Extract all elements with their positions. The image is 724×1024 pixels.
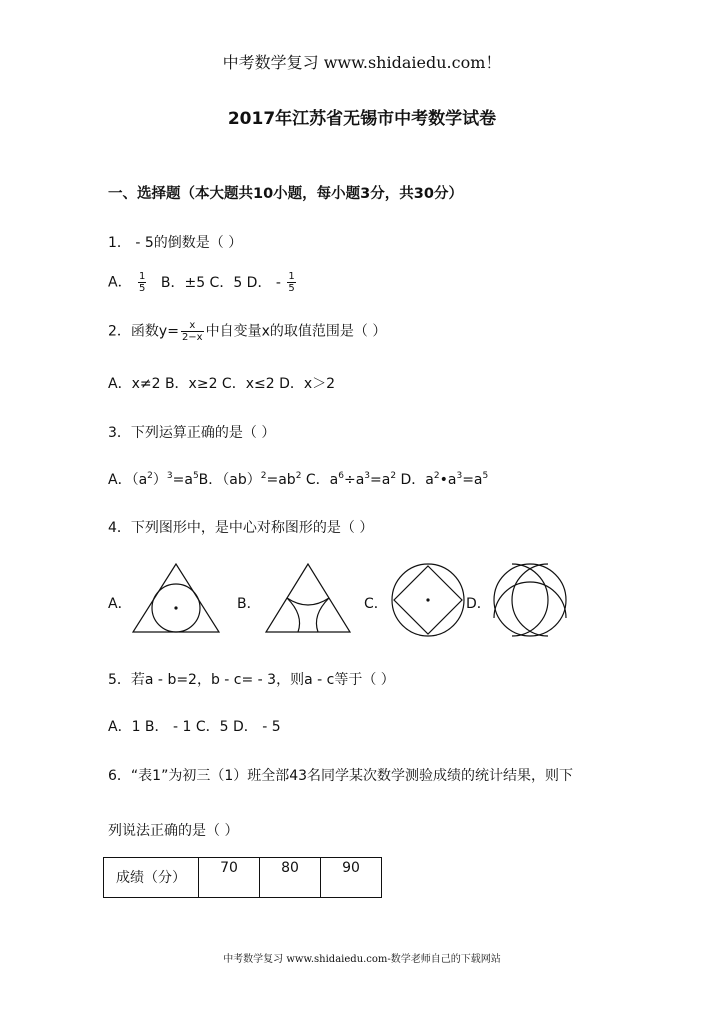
q6-line1: 6．“表1”为初三（1）班全部43名同学某次数学测验成绩的统计结果，则下: [108, 768, 574, 784]
q1-stem: 1． - 5的倒数是（ ）: [108, 235, 243, 251]
q2-suffix: 中自变量x的取值范围是（ ）: [205, 323, 387, 340]
score-table: [103, 857, 382, 898]
q1-fraction-a: [138, 271, 146, 294]
score-cell: 90: [321, 858, 382, 898]
q5-stem: 5．若a - b=2，b - c= - 3，则a - c等于（ ）: [108, 672, 395, 688]
q3-c-div: ÷a: [343, 472, 365, 488]
q3-d-sup1: 2: [433, 471, 440, 481]
q3-b-text: B．（ab）: [198, 472, 261, 488]
section-heading: 一、选择题（本大题共10小题，每小题3分，共30分）: [108, 186, 463, 202]
q1-options-bcd: B．±5 C．5 D． -: [160, 274, 281, 291]
score-table-label: 成绩（分）: [104, 858, 199, 898]
q2-prefix: 2．函数y=: [108, 323, 179, 340]
table-row: [104, 858, 382, 898]
q1-fraction-d-den: 5: [288, 283, 295, 294]
q3-b-eq: =ab: [266, 472, 296, 488]
q4-option-b-label: B．: [237, 596, 261, 612]
q2-fraction-num: x: [181, 320, 204, 332]
score-cell: 80: [260, 858, 321, 898]
q3-a-mid: ）: [152, 472, 167, 488]
q4-option-d-label: D．: [466, 596, 491, 612]
q1-fraction-d-num: 1: [288, 271, 295, 282]
q3-d-eq: =a: [462, 472, 483, 488]
q3-a-sup3: 5: [192, 471, 199, 481]
q3-c-sup1: 6: [338, 471, 344, 481]
q6-line2: 列说法正确的是（ ）: [108, 823, 239, 839]
page-header: 中考数学复习 www.shidaiedu.com！: [222, 53, 502, 72]
q4-option-c-label: C．: [364, 596, 388, 612]
q3-c-text: C．a: [301, 472, 339, 488]
q4-figure-c: [388, 562, 468, 638]
q4-stem: 4．下列图形中，是中心对称图形的是（ ）: [108, 520, 374, 536]
q3-a-sup2: 3: [166, 471, 173, 481]
q1-options: [108, 271, 298, 294]
q2-fraction: [181, 320, 204, 343]
q1-fraction-a-num: 1: [139, 271, 146, 282]
q3-b-sup1: 2: [260, 471, 267, 481]
q3-options: [108, 469, 488, 489]
q3-a-text: A．（a: [108, 472, 148, 488]
q3-stem: 3．下列运算正确的是（ ）: [108, 425, 276, 441]
q3-d-text: D．a: [396, 472, 434, 488]
q1-fraction-a-den: 5: [139, 283, 146, 294]
q4-figure-a: [128, 560, 224, 638]
q3-c-eq: =a: [370, 472, 391, 488]
q5-options: A．1 B． - 1 C．5 D． - 5: [108, 719, 281, 735]
page-title: 2017年江苏省无锡市中考数学试卷: [227, 109, 497, 129]
q2-stem: [108, 320, 386, 343]
q3-a-eq: =a: [172, 472, 193, 488]
score-cell: 70: [199, 858, 260, 898]
q4-figure-d: [490, 562, 570, 638]
q1-option-a-label: A．: [108, 274, 132, 291]
q3-d-sup2: 3: [456, 471, 463, 481]
q4-option-a-label: A．: [108, 596, 132, 612]
page-footer: 中考数学复习 www.shidaiedu.com-数学老师自己的下载网站: [223, 954, 501, 965]
q4-figure-b: [262, 560, 354, 638]
q3-d-dot: •a: [439, 472, 457, 488]
q2-fraction-den: 2−x: [181, 332, 203, 343]
q3-a-sup1: 2: [147, 471, 153, 481]
q3-d-sup3: 5: [482, 471, 489, 481]
q3-b-sup2: 2: [295, 471, 302, 481]
q3-c-sup2: 3: [364, 471, 371, 481]
q3-c-sup3: 2: [390, 471, 397, 481]
q1-fraction-d: [287, 271, 295, 294]
q2-options: A．x≠2 B．x≥2 C．x≤2 D．x＞2: [108, 376, 336, 392]
